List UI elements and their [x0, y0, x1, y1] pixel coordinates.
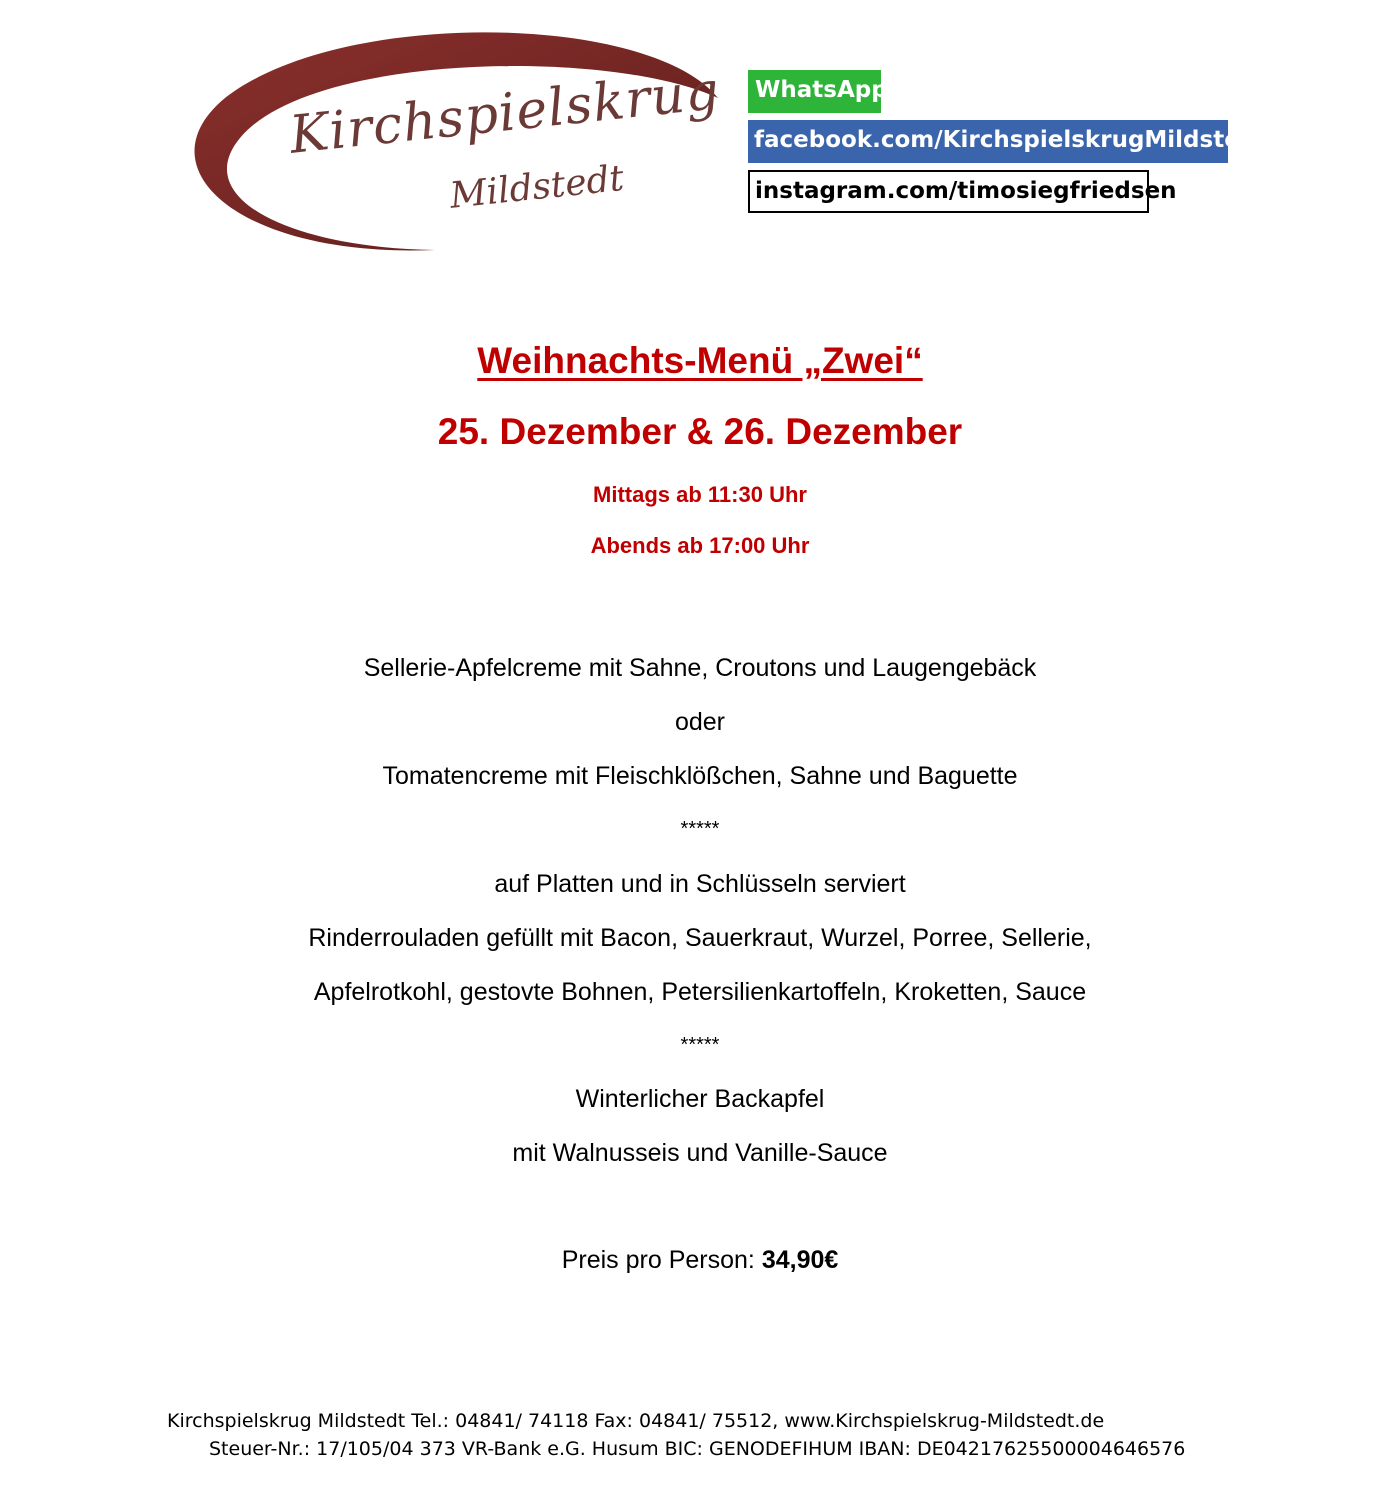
menu-line: Sellerie-Apfelcreme mit Sahne, Croutons und Laugengebäck	[363, 654, 1037, 682]
logo-name: Kirchspielskrug	[286, 61, 723, 166]
menu-line: Winterlicher Backapfel	[575, 1085, 825, 1113]
menu-line: auf Platten und in Schlüsseln serviert	[494, 870, 906, 898]
price-label: Preis pro Person:	[561, 1246, 755, 1274]
footer-contact: Kirchspielskrug Mildstedt Tel.: 04841/ 74118 Fax: 04841/ 75512, www.Kirchspielskrug-Mildstedt.de	[167, 1410, 1105, 1432]
menu-time-evening: Abends ab 17:00 Uhr	[590, 533, 810, 558]
menu-line: Rinderrouladen gefüllt mit Bacon, Sauerkraut, Wurzel, Porree, Sellerie,	[308, 924, 1092, 952]
course-separator: *****	[680, 818, 720, 840]
instagram-link[interactable]: instagram.com/timosiegfriedsen	[748, 170, 1149, 213]
menu-dates: 25. Dezember & 26. Dezember	[437, 411, 963, 452]
menu-time-noon: Mittags ab 11:30 Uhr	[593, 482, 807, 507]
menu-title: Weihnachts-Menü „Zwei“	[477, 340, 923, 381]
price-line	[0, 1246, 1400, 1275]
menu-line: Apfelrotkohl, gestovte Bohnen, Petersilienkartoffeln, Kroketten, Sauce	[313, 978, 1087, 1006]
facebook-link[interactable]: facebook.com/KirchspielskrugMildstedt	[748, 120, 1228, 163]
menu-line: oder	[674, 708, 726, 736]
price-value: 34,90€	[761, 1246, 839, 1274]
menu-line: mit Walnusseis und Vanille-Sauce	[512, 1139, 888, 1167]
course-separator: *****	[680, 1034, 720, 1056]
footer-bank: Steuer-Nr.: 17/105/04 373 VR-Bank e.G. Husum BIC: GENODEFIHUM IBAN: DE04217625500004646576	[209, 1438, 1186, 1460]
whatsapp-badge[interactable]: WhatsApp	[748, 70, 881, 113]
menu-line: Tomatencreme mit Fleischklößchen, Sahne und Baguette	[382, 762, 1018, 790]
restaurant-logo	[180, 28, 725, 258]
logo-town: Mildstedt	[447, 157, 626, 217]
